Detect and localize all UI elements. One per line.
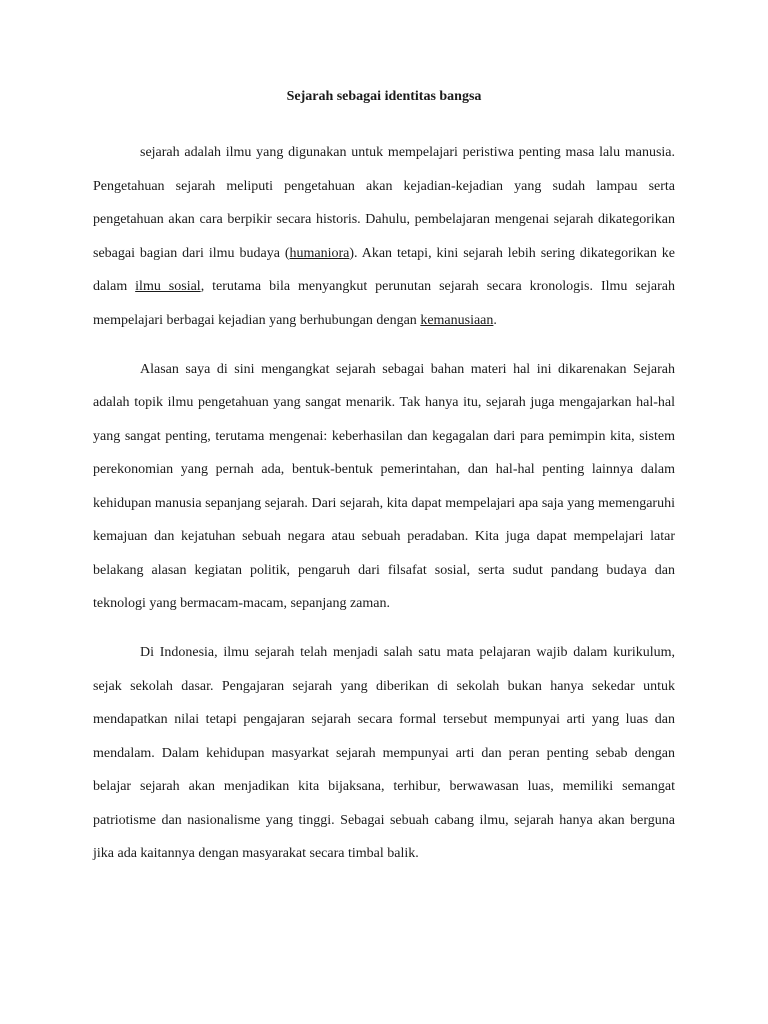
paragraph-1-text-c: , terutama bila menyangkut perunutan sejarah secara kronologis. Ilmu sejarah mempelajari berbagai kejadian yang berhubungan dengan: [93, 279, 675, 328]
paragraph-1-text-d: .: [493, 312, 497, 328]
link-humaniora[interactable]: humaniora: [289, 245, 350, 261]
paragraph-2: Alasan saya di sini mengangkat sejarah sebagai bahan materi hal ini dikarenakan Sejarah adalah topik ilmu pengetahuan yang sangat menarik. Tak hanya itu, sejarah juga mengajarkan hal-hal yang sangat penting, terutama mengenai: keberhasilan dan kegagalan dari para pemimpin kita, sistem perekonomian yang pernah ada, bentuk-bentuk pemerintahan, dan hal-hal penting lainnya dalam kehidupan manusia sepanjang sejarah. Dari sejarah, kita dapat mempelajari apa saja yang memengaruhi kemajuan dan kejatuhan sebuah negara atau sebuah peradaban. Kita juga dapat mempelajari latar belakang alasan kegiatan politik, pengaruh dari filsafat sosial, serta sudut pandang budaya dan teknologi yang bermacam-macam, sepanjang zaman.: [93, 361, 675, 611]
link-ilmu-sosial[interactable]: ilmu sosial: [135, 279, 201, 294]
paragraph-1-text-b: ). Akan tetapi, kini sejarah lebih sering dikategorikan ke dalam: [93, 245, 676, 294]
document-page: [93, 86, 675, 886]
paragraph-3: Di Indonesia, ilmu sejarah telah menjadi salah satu mata pelajaran wajib dalam kurikulum, sejak sekolah dasar. Pengajaran sejarah yang diberikan di sekolah bukan hanya sekedar untuk mendapatkan nilai tetapi pengajaran sejarah secara formal tersebut mempunyai arti yang luas dan mendalam. Dalam kehidupan masyarkat sejarah mempunyai arti dan peran penting sebab dengan belajar sejarah akan menjadikan kita bijaksana, terhibur, berwawasan luas, memiliki semangat patriotisme dan nasionalisme yang tinggi. Sebagai sebuah cabang ilmu, sejarah hanya akan berguna jika ada kaitannya dengan masyarakat secara timbal balik.: [93, 645, 675, 861]
paragraph-1-text-a: sejarah adalah ilmu yang digunakan untuk mempelajari peristiwa penting masa lalu manusia. Pengetahuan sejarah meliputi pengetahuan akan kejadian-kejadian yang sudah lampau serta pengetahuan akan cara berpikir secara historis. Dahulu, pembelajaran mengenai sejarah dikategorikan sebagai bagian dari ilmu budaya (: [93, 145, 675, 261]
paragraph-1: [93, 136, 675, 337]
document-title: Sejarah sebagai identitas bangsa: [286, 89, 482, 104]
link-kemanusiaan[interactable]: kemanusiaan: [420, 312, 494, 328]
